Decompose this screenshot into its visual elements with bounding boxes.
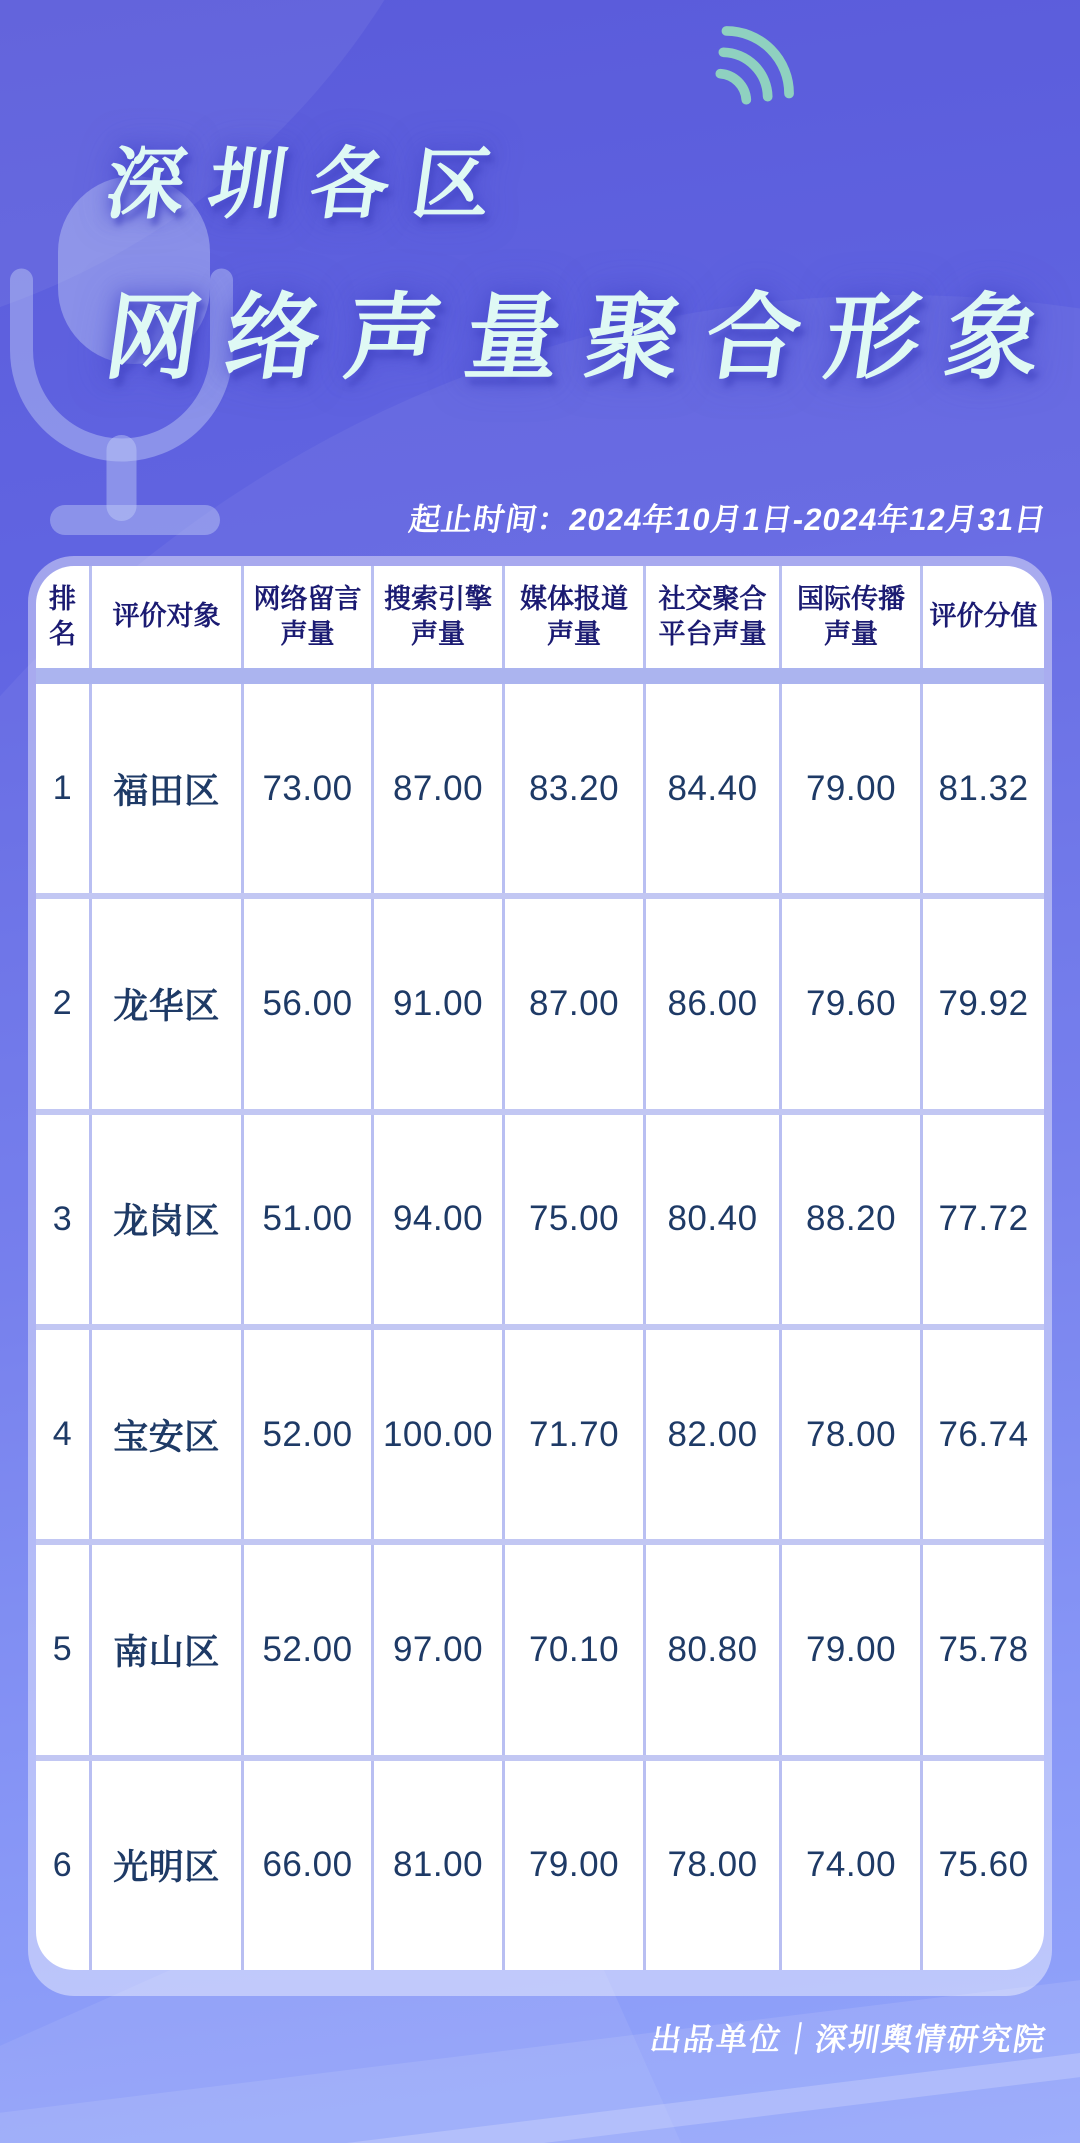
district-cell: 宝安区 (92, 1330, 244, 1539)
table-row (36, 684, 1044, 899)
rank-cell: 3 (36, 1115, 92, 1324)
value-cell: 52.00 (244, 1330, 374, 1539)
value-cell: 51.00 (244, 1115, 374, 1324)
column-header-target (92, 566, 244, 668)
value-cell: 73.00 (244, 684, 374, 893)
column-header-text: 社交聚合 (658, 583, 767, 614)
value-cell: 86.00 (646, 899, 782, 1108)
value-cell: 70.10 (505, 1545, 646, 1754)
value-cell: 87.00 (374, 684, 505, 893)
column-header-text: 评价分值 (929, 601, 1038, 632)
column-header-text: 排名 (49, 583, 76, 649)
table-header-row (36, 566, 1044, 668)
table-row (36, 1330, 1044, 1545)
district-cell: 南山区 (92, 1545, 244, 1754)
page-title-line-2: 网络声量聚合形象 (98, 285, 1074, 390)
column-header-text: 网络留言 (253, 583, 362, 614)
table-row (36, 1761, 1044, 1970)
column-header-text: 国际传播 (797, 583, 905, 614)
value-cell: 79.60 (782, 899, 923, 1108)
footer-credit: 出品单位｜深圳舆情研究院 (647, 2022, 1050, 2057)
data-table-panel (36, 566, 1044, 1970)
table-body (36, 684, 1044, 1970)
table-row (36, 1115, 1044, 1330)
column-header-text: 声量 (824, 619, 878, 649)
value-cell: 83.20 (505, 684, 646, 893)
value-cell: 88.20 (782, 1115, 923, 1324)
value-cell: 56.00 (244, 899, 374, 1108)
column-header-text: 平台声量 (658, 619, 767, 649)
value-cell: 94.00 (374, 1115, 505, 1324)
district-cell: 福田区 (92, 684, 244, 893)
value-cell: 82.00 (646, 1330, 782, 1539)
date-range-subtitle: 起止时间：2024年10月1日-2024年12月31日 (406, 502, 1050, 537)
header-divider-band (36, 668, 1044, 684)
value-cell: 78.00 (646, 1761, 782, 1970)
value-cell: 74.00 (782, 1761, 923, 1970)
value-cell: 66.00 (244, 1761, 374, 1970)
column-header-score (923, 566, 1044, 668)
value-cell: 75.60 (938, 1845, 1029, 1885)
value-cell: 75.78 (938, 1629, 1029, 1669)
column-header-search-volume (374, 566, 505, 668)
value-cell: 79.00 (782, 1545, 923, 1754)
value-cell: 75.00 (505, 1115, 646, 1324)
column-header-text: 媒体报道 (520, 583, 628, 614)
rank-cell: 5 (36, 1545, 92, 1754)
value-cell: 77.72 (938, 1199, 1029, 1239)
column-header-text: 评价对象 (112, 601, 221, 632)
column-header-message-volume (244, 566, 374, 668)
value-cell: 97.00 (374, 1545, 505, 1754)
column-header-text: 声量 (280, 619, 335, 649)
value-cell: 100.00 (374, 1330, 505, 1539)
value-cell: 87.00 (505, 899, 646, 1108)
value-cell: 79.00 (505, 1761, 646, 1970)
rank-cell: 1 (36, 684, 92, 893)
signal-arcs-icon (678, 22, 810, 130)
value-cell: 81.32 (938, 768, 1029, 808)
column-header-media-volume (505, 566, 646, 668)
column-header-international-volume (782, 566, 923, 668)
table-row (36, 899, 1044, 1114)
page-title-line-1: 深圳各区 (100, 140, 522, 228)
value-cell: 71.70 (505, 1330, 646, 1539)
value-cell: 52.00 (244, 1545, 374, 1754)
column-header-text: 声量 (411, 619, 465, 649)
value-cell: 79.92 (938, 983, 1029, 1023)
value-cell: 79.00 (782, 684, 923, 893)
column-header-text: 搜索引擎 (384, 583, 492, 614)
district-cell: 龙岗区 (92, 1115, 244, 1324)
value-cell: 81.00 (374, 1761, 505, 1970)
value-cell: 78.00 (782, 1330, 923, 1539)
table-row (36, 1545, 1044, 1760)
column-header-text: 声量 (547, 619, 601, 649)
value-cell: 80.40 (646, 1115, 782, 1324)
column-header-rank (36, 566, 92, 668)
rank-cell: 4 (36, 1330, 92, 1539)
column-header-social-volume (646, 566, 782, 668)
rank-cell: 6 (36, 1761, 92, 1970)
value-cell: 76.74 (938, 1414, 1029, 1454)
value-cell: 84.40 (646, 684, 782, 893)
table-panel-frame (28, 556, 1052, 1996)
rank-cell: 2 (36, 899, 92, 1108)
district-cell: 光明区 (92, 1761, 244, 1970)
district-cell: 龙华区 (92, 899, 244, 1108)
value-cell: 91.00 (374, 899, 505, 1108)
value-cell: 80.80 (646, 1545, 782, 1754)
